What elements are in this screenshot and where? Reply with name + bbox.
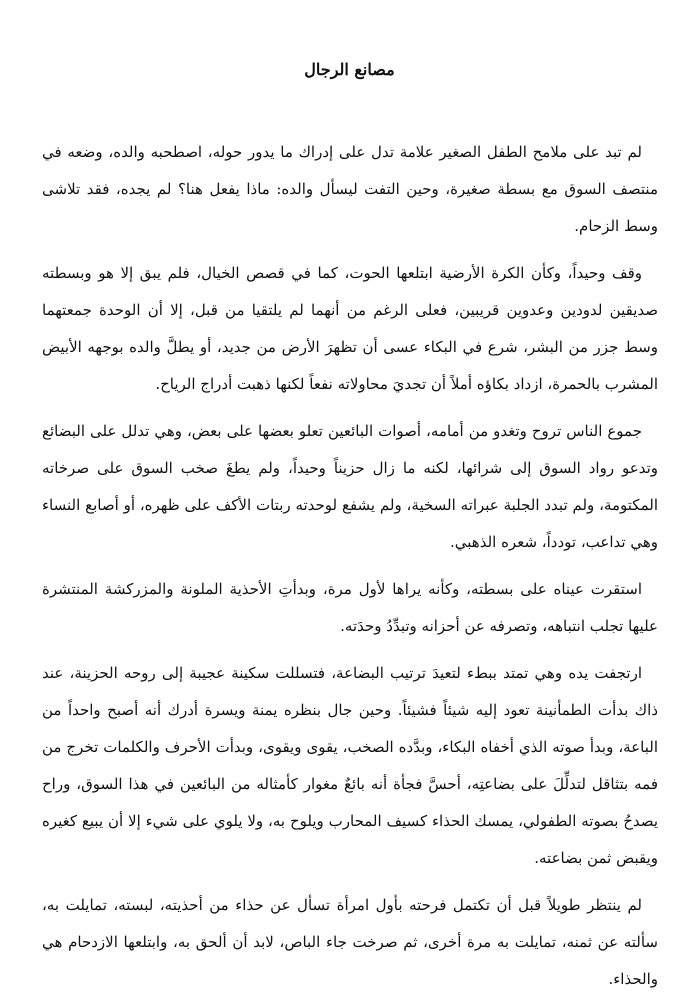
story-body [42,134,658,1008]
paragraph-3: جموع الناس تروح وتغدو من أمامه، أصوات البائعين تعلو بعضها على بعض، وهي تدلل على البضائع وتدعو رواد السوق إلى شرائها، لكنه ما زال حزيناً وحيداً، ولم يطغَ صخب السوق على صرخاته المكتومة، ولم تبدد الجلبة عبراته السخية، ولم يشفع لوحدته ربتات الأكف على ظهره، أو أصابع النساء وهي تداعب، تودداً، شعره الذهبي. [42,422,658,551]
paragraph-5: ارتجفت يده وهي تمتد ببطء لتعيدَ ترتيب البضاعة، فتسللت سكينة عجيبة إلى روحه الحزينة، عند ذاك بدأت الطمأنينة تعود إليه شيئاً فشيئاً. وحين جال بنظره يمنة ويسرة أدرك أنه أصبح واحداً من الباعة، وبدأ صوته الذي أخفاه البكاء، وبدَّده الصخب، يقوى ويقوى، وبدأت الأحرف والكلمات تخرج من فمه بتثاقل لتدلِّلَ على بضاعتِه، أحسَّ فجأة أنه بائعٌ مغوار كأمثاله من البائعين في هذا السوق، وراح يصدحُ بصوته الطفولي، يمسك الحذاء كسيف المحارب ويلوح به، ولا يلوي على شيء إلا أن يبيع كغيره ويقبض ثمن بضاعته. [42,664,658,867]
paragraph-6: لم ينتظر طويلاً قبل أن تكتمل فرحته بأول امرأة تسأل عن حذاء من أحذيته، لبسته، تمايلت به، سألته عن ثمنه، تمايلت به مرة أخرى، ثم صرخت جاء الباص، لابد أن ألحق به، وابتلعها الازدحام هي والحذاء. [42,896,658,988]
paragraph-1: لم تبد على ملامح الطفل الصغير علامة تدل على إدراك ما يدور حوله، اصطحبه والده، وضعه في منتصف السوق مع بسطة صغيرة، وحين التفت ليسأل والده: ماذا يفعل هنا؟ لم يجده، فقد تلاشى وسط الزحام. [42,143,658,235]
paragraph-4: استقرت عيناه على بسطته، وكأنه يراها لأول مرة، وبدأتِ الأحذية الملونة والمزركشة المنتشرة عليها تجلب انتباهه، وتصرفه عن أحزانه وتبدِّدُ وحدَته. [42,580,658,635]
paragraph-2: وقف وحيداً، وكأن الكرة الأرضية ابتلعها الحوت، كما في قصص الخيال، فلم يبق إلا هو وبسطته صديقين لدودين وعدوين قريبين، فعلى الرغم من أنهما لم يلتقيا من قبل، إلا أن الوحدة جمعتهما وسط جزر من البشر، شرع في البكاء عسى أن تظهرَ الأرض من جديد، أو يطلَّ والده بوجهه الأبيض المشرب بالحمرة، ازداد بكاؤه أملاً أن تجديَ محاولاته نفعاً لكنها ذهبت أدراج الرياح. [42,264,658,393]
story-title: مصانع الرجال [304,60,395,79]
